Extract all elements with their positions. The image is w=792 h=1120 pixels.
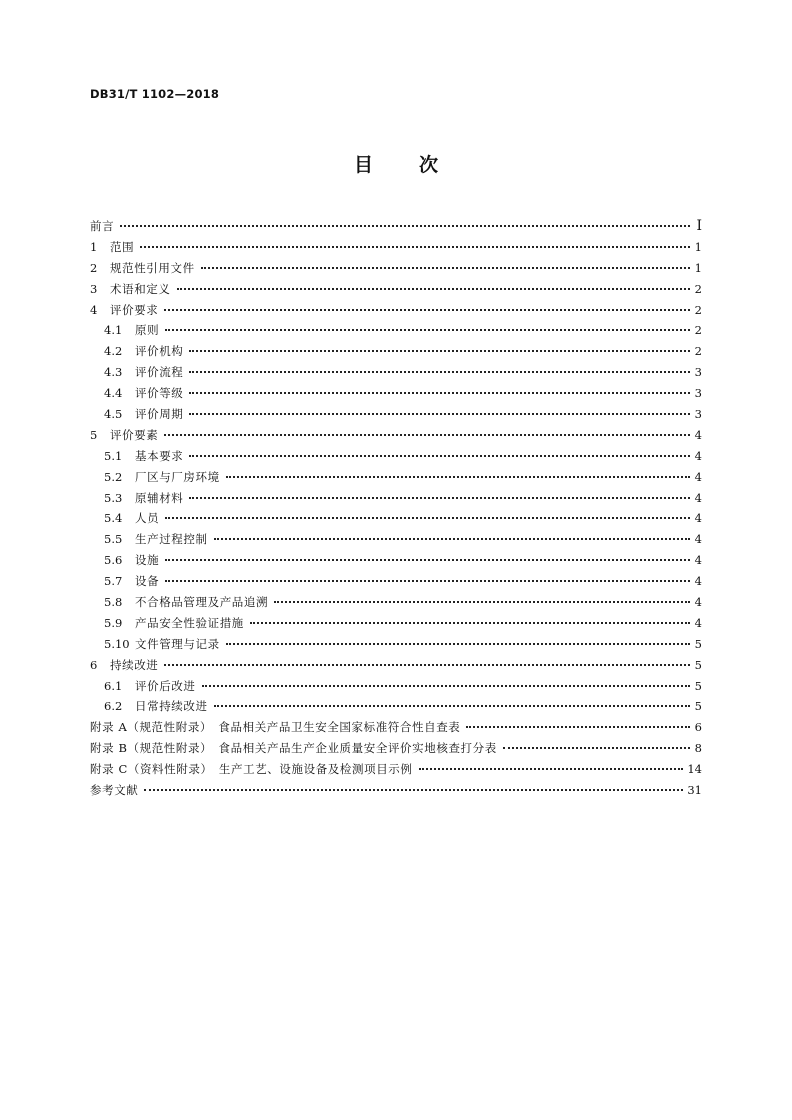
toc-entry-number: 4.5 <box>104 407 123 422</box>
toc-entry-title: 厂区与厂房环境 <box>135 469 220 484</box>
toc-entry-number: 5.1 <box>104 448 123 463</box>
toc-entry-title: 附录 B（规范性附录） 食品相关产品生产企业质量安全评价实地核查打分表 <box>90 741 497 756</box>
toc-entry-number: 1 <box>90 239 98 254</box>
toc-entry-title: 评价流程 <box>135 365 184 380</box>
toc-entry-page: I <box>696 218 702 234</box>
toc-entry-number: 5.8 <box>104 595 123 610</box>
toc-entry-number: 4.4 <box>104 386 123 401</box>
toc-entry-title: 规范性引用文件 <box>110 260 195 275</box>
toc-leader-dots <box>189 485 690 499</box>
toc-entry-page: 31 <box>687 783 702 798</box>
toc-entry-page: 2 <box>694 281 702 296</box>
page-title-part1: 目 <box>353 154 373 176</box>
toc-entry-page: 3 <box>694 407 702 422</box>
toc-leader-dots <box>164 297 690 311</box>
toc-entry-number: 4.3 <box>104 365 123 380</box>
toc-entry-title: 人员 <box>135 511 160 526</box>
page-title-part2: 次 <box>419 154 439 176</box>
toc-entry-title: 设备 <box>135 574 160 589</box>
toc-leader-dots <box>164 652 690 666</box>
toc-entry-title: 基本要求 <box>135 448 184 463</box>
toc-entry-number: 6.1 <box>104 678 123 693</box>
toc-entry-title: 参考文献 <box>90 783 139 798</box>
toc-entry-page: 4 <box>694 490 702 505</box>
toc-entry-page: 4 <box>694 532 702 547</box>
toc-entry-number: 5.5 <box>104 532 123 547</box>
toc-leader-dots <box>226 631 690 645</box>
toc-leader-dots <box>165 317 690 331</box>
toc-entry-number: 4.1 <box>104 323 123 338</box>
toc-entry-title: 评价后改进 <box>135 678 196 693</box>
toc-leader-dots <box>189 443 690 457</box>
toc-entry-page: 1 <box>694 239 702 254</box>
toc-entry-number: 5.6 <box>104 553 123 568</box>
toc-leader-dots <box>189 359 690 373</box>
toc-entry-page: 2 <box>694 323 702 338</box>
toc-entry-page: 1 <box>694 260 702 275</box>
toc-entry-title: 术语和定义 <box>110 281 171 296</box>
toc-entry-references[interactable] <box>90 780 702 801</box>
toc-leader-dots <box>503 735 690 749</box>
toc-entry-number: 5.4 <box>104 511 123 526</box>
toc-leader-dots <box>274 589 690 603</box>
toc-entry-title: 附录 C（资料性附录） 生产工艺、设施设备及检测项目示例 <box>90 762 413 777</box>
toc-leader-dots <box>419 756 684 770</box>
toc-entry-number: 5 <box>90 427 98 442</box>
toc-entry-title: 评价周期 <box>135 407 184 422</box>
toc-entry-page: 4 <box>694 553 702 568</box>
toc-entry-title: 评价要求 <box>110 302 159 317</box>
toc-entry-page: 5 <box>694 636 702 651</box>
toc-entry-title: 评价机构 <box>135 344 184 359</box>
table-of-contents <box>90 216 702 801</box>
toc-leader-dots <box>165 505 690 519</box>
toc-leader-dots <box>202 673 691 687</box>
toc-entry-title: 原辅材料 <box>135 490 184 505</box>
toc-entry-title: 前言 <box>90 219 115 233</box>
toc-leader-dots <box>466 714 690 728</box>
toc-entry-title: 文件管理与记录 <box>135 636 220 651</box>
toc-entry-title: 评价等级 <box>135 386 184 401</box>
toc-leader-dots <box>189 338 690 352</box>
toc-entry-number: 3 <box>90 281 98 296</box>
toc-entry-number: 5.10 <box>104 636 130 651</box>
toc-entry-number: 5.9 <box>104 615 123 630</box>
toc-entry-page: 5 <box>694 678 702 693</box>
toc-entry-number: 6 <box>90 657 98 672</box>
toc-entry-title: 附录 A（规范性附录） 食品相关产品卫生安全国家标准符合性自查表 <box>90 720 461 735</box>
toc-leader-dots <box>189 380 690 394</box>
toc-entry-page: 3 <box>694 365 702 380</box>
toc-entry-title: 日常持续改进 <box>135 699 208 714</box>
toc-entry-page: 4 <box>694 427 702 442</box>
toc-entry-page: 5 <box>694 699 702 714</box>
toc-entry-page: 5 <box>694 657 702 672</box>
toc-entry-page: 3 <box>694 386 702 401</box>
toc-entry-page: 4 <box>694 469 702 484</box>
toc-entry-page: 4 <box>694 574 702 589</box>
toc-entry-page: 4 <box>694 511 702 526</box>
toc-leader-dots <box>140 234 690 248</box>
toc-entry-number: 5.7 <box>104 574 123 589</box>
toc-entry-title: 不合格品管理及产品追溯 <box>135 595 269 610</box>
toc-entry-title: 评价要素 <box>110 427 159 442</box>
toc-leader-dots <box>144 777 683 791</box>
toc-entry-number: 5.2 <box>104 469 123 484</box>
toc-leader-dots <box>120 213 690 227</box>
toc-entry-page: 2 <box>694 344 702 359</box>
toc-entry-number: 2 <box>90 260 98 275</box>
toc-entry-page: 2 <box>694 302 702 317</box>
toc-entry-page: 4 <box>694 448 702 463</box>
toc-entry-title: 原则 <box>135 323 160 338</box>
toc-entry-number: 5.3 <box>104 490 123 505</box>
toc-entry-title: 范围 <box>110 239 135 254</box>
toc-leader-dots <box>165 547 690 561</box>
toc-entry-page: 14 <box>687 762 702 777</box>
toc-entry-title: 设施 <box>135 553 160 568</box>
toc-leader-dots <box>201 255 690 269</box>
document-code: DB31/T 1102—2018 <box>90 87 220 101</box>
toc-entry-number: 6.2 <box>104 699 123 714</box>
toc-leader-dots <box>164 422 690 436</box>
page-title <box>0 150 792 177</box>
toc-leader-dots <box>214 526 690 540</box>
toc-leader-dots <box>177 276 691 290</box>
toc-entry-page: 4 <box>694 615 702 630</box>
toc-leader-dots <box>250 610 690 624</box>
toc-leader-dots <box>189 401 690 415</box>
toc-leader-dots <box>165 568 690 582</box>
toc-entry-page: 6 <box>694 720 702 735</box>
toc-entry-title: 持续改进 <box>110 657 159 672</box>
toc-entry-title: 生产过程控制 <box>135 532 208 547</box>
toc-entry-page: 4 <box>694 595 702 610</box>
toc-entry-number: 4 <box>90 302 98 317</box>
toc-entry-number: 4.2 <box>104 344 123 359</box>
toc-leader-dots <box>226 464 690 478</box>
toc-entry-title: 产品安全性验证措施 <box>135 615 244 630</box>
toc-entry-page: 8 <box>694 741 702 756</box>
toc-leader-dots <box>214 693 690 707</box>
